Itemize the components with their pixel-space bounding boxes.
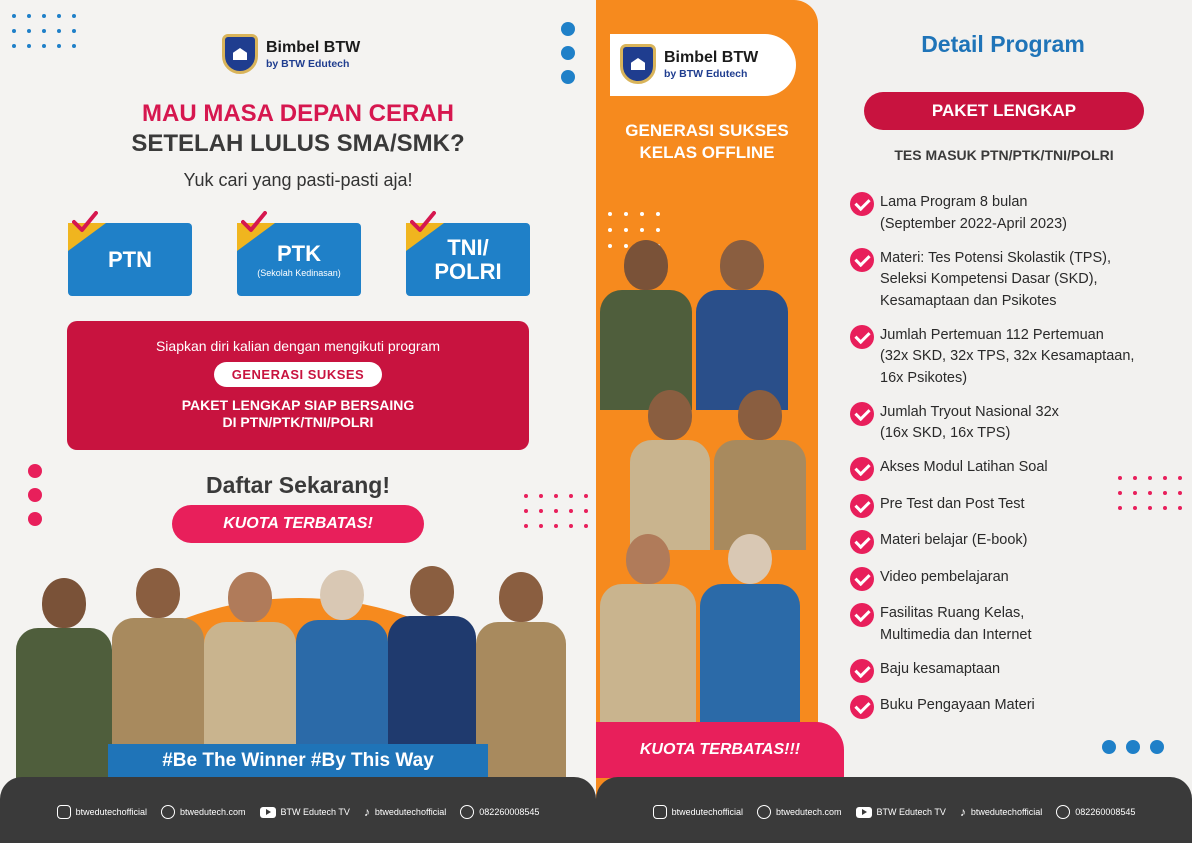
students-photo-right — [600, 200, 806, 724]
tiktok-icon: ♪ — [363, 805, 370, 819]
feature-text: Jumlah Tryout Nasional 32x (16x SKD, 16x TPS) — [880, 403, 1059, 441]
brand-logo-right — [620, 44, 758, 84]
shield-logo-icon — [222, 34, 258, 74]
program-name-pill: GENERASI SUKSES — [214, 362, 382, 387]
whatsapp-link[interactable] — [1056, 805, 1135, 819]
brand-name: Bimbel BTW — [664, 48, 759, 66]
instagram-link[interactable] — [57, 805, 147, 819]
check-circle-icon — [850, 695, 874, 719]
check-circle-icon — [850, 402, 874, 426]
package-line-1: PAKET LENGKAP SIAP BERSAING — [181, 397, 415, 413]
shield-logo-icon — [620, 44, 656, 84]
program-title-line-1: GENERASI SUKSES — [625, 121, 789, 140]
decor-dots-midright — [524, 494, 588, 528]
brand-subtitle: by BTW Edutech — [664, 67, 748, 80]
list-item — [850, 659, 1170, 683]
promo-intro: Siapkan diri kalian dengan mengikuti program — [155, 338, 441, 354]
whatsapp-number: 082260008545 — [479, 807, 540, 817]
feature-list — [850, 192, 1170, 732]
right-flyer — [596, 0, 1192, 843]
feature-text: Video pembelajaran — [880, 568, 1009, 585]
tiktok-link[interactable] — [960, 805, 1042, 819]
category-ptk — [237, 223, 361, 296]
orange-column — [596, 0, 818, 800]
category-title: TNI/ POLRI — [434, 234, 502, 284]
category-tni-polri — [406, 223, 530, 296]
feature-text: Buku Pengayaan Materi — [880, 697, 1035, 713]
whatsapp-number: 082260008545 — [1075, 807, 1136, 817]
decor-dots-topleft — [12, 14, 76, 48]
whatsapp-link[interactable] — [460, 805, 539, 819]
check-mark-icon — [410, 211, 436, 233]
brand-logo — [222, 34, 360, 74]
check-circle-icon — [850, 567, 874, 591]
youtube-link[interactable] — [856, 807, 946, 818]
feature-text: Lama Program 8 bulan (September 2022-April 2023) — [880, 194, 1067, 232]
youtube-channel: BTW Edutech TV — [876, 807, 946, 817]
check-mark-icon — [241, 211, 267, 233]
feature-text: Jumlah Pertemuan 112 Pertemuan (32x SKD, 32x TPS, 32x Kesamaptaan, 16x Psikotes) — [880, 326, 1135, 386]
brand-subtitle: by BTW Edutech — [266, 57, 350, 70]
contact-footer-right — [596, 777, 1192, 843]
feature-text: Materi: Tes Potensi Skolastik (TPS), Seleksi Kompetensi Dasar (SKD), Kesamaptaan dan Psikotes — [880, 249, 1112, 309]
test-types: TES MASUK PTN/PTK/TNI/POLRI — [894, 147, 1114, 163]
list-item — [850, 248, 1170, 313]
instagram-link[interactable] — [653, 805, 743, 819]
register-cta-heading: Daftar Sekarang! — [205, 472, 391, 498]
category-ptn — [68, 223, 192, 296]
globe-icon — [161, 805, 175, 819]
youtube-icon — [260, 807, 276, 818]
tagline: Yuk cari yang pasti-pasti aja! — [183, 170, 413, 190]
check-circle-icon — [850, 457, 874, 481]
whatsapp-icon — [1056, 805, 1070, 819]
instagram-handle: btwedutechofficial — [75, 807, 147, 817]
program-title-line-2: KELAS OFFLINE — [639, 143, 775, 162]
website-link[interactable] — [757, 805, 842, 819]
website-url: btwedutech.com — [776, 807, 842, 817]
headline-line-2: SETELAH LULUS SMA/SMK? — [131, 130, 465, 157]
check-mark-icon — [72, 211, 98, 233]
check-circle-icon — [850, 530, 874, 554]
decor-big-dots-right — [561, 22, 575, 84]
check-circle-icon — [850, 192, 874, 216]
list-item — [850, 530, 1170, 554]
headline-line-1: MAU MASA DEPAN CERAH — [142, 100, 454, 127]
promo-box — [67, 321, 529, 450]
category-subtitle: (Sekolah Kedinasan) — [257, 267, 341, 278]
feature-text: Fasilitas Ruang Kelas, Multimedia dan Internet — [880, 605, 1032, 643]
quota-badge: KUOTA TERBATAS! — [172, 505, 424, 543]
check-circle-icon — [850, 494, 874, 518]
quota-badge-right: KUOTA TERBATAS!!! — [596, 722, 844, 778]
feature-text: Akses Modul Latihan Soal — [880, 459, 1048, 475]
category-title: PTN — [108, 246, 152, 272]
list-item — [850, 325, 1170, 390]
youtube-link[interactable] — [260, 807, 350, 818]
youtube-icon — [856, 807, 872, 818]
feature-text: Baju kesamaptaan — [880, 660, 1001, 677]
website-url: btwedutech.com — [180, 807, 246, 817]
globe-icon — [757, 805, 771, 819]
check-circle-icon — [850, 659, 874, 683]
tiktok-handle: btwedutechofficial — [374, 807, 447, 817]
check-circle-icon — [850, 603, 874, 627]
instagram-icon — [57, 805, 71, 819]
instagram-icon — [653, 805, 667, 819]
decor-big-dots-bottom — [1102, 740, 1164, 754]
list-item — [850, 695, 1170, 719]
list-item — [850, 402, 1170, 445]
website-link[interactable] — [161, 805, 246, 819]
package-pill: PAKET LENGKAP — [864, 92, 1144, 130]
list-item — [850, 192, 1170, 235]
winner-banner: #Be The Winner #By This Way — [108, 744, 488, 778]
tiktok-icon: ♪ — [959, 805, 966, 819]
program-title — [596, 120, 818, 164]
package-line-2: DI PTN/PTK/TNI/POLRI — [222, 414, 374, 430]
tiktok-link[interactable] — [364, 805, 446, 819]
instagram-handle: btwedutechofficial — [671, 807, 743, 817]
check-circle-icon — [850, 248, 874, 272]
tiktok-handle: btwedutechofficial — [970, 807, 1043, 817]
contact-footer — [0, 777, 596, 843]
decor-dots-right — [1118, 476, 1182, 510]
list-item — [850, 603, 1170, 646]
whatsapp-icon — [460, 805, 474, 819]
list-item — [850, 567, 1170, 591]
check-circle-icon — [850, 325, 874, 349]
youtube-channel: BTW Edutech TV — [280, 807, 350, 817]
feature-text: Pre Test dan Post Test — [880, 495, 1025, 512]
detail-title: Detail Program — [921, 31, 1085, 57]
feature-text: Materi belajar (E-book) — [880, 532, 1028, 548]
brand-name: Bimbel BTW — [266, 38, 361, 56]
category-title: PTK — [277, 240, 321, 266]
